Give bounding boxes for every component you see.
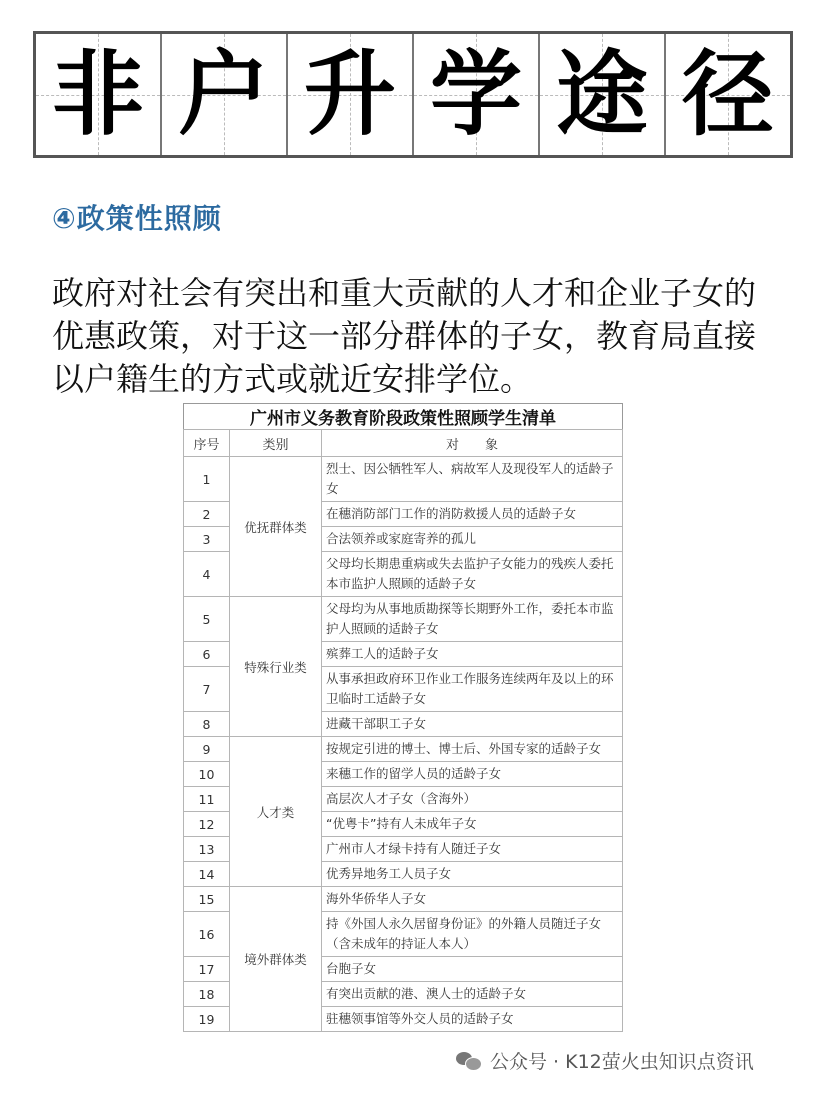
header-num: 序号 (184, 430, 230, 457)
title-cell (666, 34, 790, 155)
title-char: 户 (177, 40, 270, 148)
table-row (184, 457, 623, 502)
row-object: 在穗消防部门工作的消防救援人员的适龄子女 (322, 502, 623, 527)
wechat-icon (456, 1050, 482, 1072)
row-object: 台胞子女 (322, 957, 623, 982)
title-cell (162, 34, 288, 155)
row-object: 进藏干部职工子女 (322, 712, 623, 737)
title-char: 非 (51, 40, 144, 148)
row-number: 9 (184, 737, 230, 762)
intro-line: 优惠政策，对于这一部分群体的子女，教育局直接 (52, 317, 757, 355)
row-object: 从事承担政府环卫作业工作服务连续两年及以上的环卫临时工适龄子女 (322, 667, 623, 712)
title-char: 学 (429, 40, 522, 148)
row-number: 11 (184, 787, 230, 812)
title-char: 径 (681, 40, 774, 148)
watermark-text: 公众号 · K12萤火虫知识点资讯 (490, 1051, 754, 1073)
row-number: 3 (184, 527, 230, 552)
table-row (184, 887, 623, 912)
row-number: 15 (184, 887, 230, 912)
row-object: 来穗工作的留学人员的适龄子女 (322, 762, 623, 787)
row-object: 驻穗领事馆等外交人员的适龄子女 (322, 1007, 623, 1032)
intro-paragraph (52, 272, 792, 401)
row-object: 广州市人才绿卡持有人随迁子女 (322, 837, 623, 862)
row-object: 高层次人才子女（含海外） (322, 787, 623, 812)
row-number: 14 (184, 862, 230, 887)
row-category: 境外群体类 (230, 887, 322, 1032)
row-number: 18 (184, 982, 230, 1007)
row-object: 烈士、因公牺牲军人、病故军人及现役军人的适龄子女 (322, 457, 623, 502)
table-row (184, 737, 623, 762)
row-category: 人才类 (230, 737, 322, 887)
row-object: 按规定引进的博士、博士后、外国专家的适龄子女 (322, 737, 623, 762)
title-cell (36, 34, 162, 155)
row-object: “优粤卡”持有人未成年子女 (322, 812, 623, 837)
row-number: 1 (184, 457, 230, 502)
row-number: 8 (184, 712, 230, 737)
title-cell (540, 34, 666, 155)
intro-line: 政府对社会有突出和重大贡献的人才和企业子女的 (52, 274, 757, 312)
title-char: 途 (555, 40, 648, 148)
row-object: 父母均长期患重病或失去监护子女能力的残疾人委托本市监护人照顾的适龄子女 (322, 552, 623, 597)
row-number: 7 (184, 667, 230, 712)
row-category: 优抚群体类 (230, 457, 322, 597)
policy-table (183, 403, 623, 1032)
row-number: 17 (184, 957, 230, 982)
title-banner (33, 31, 793, 158)
row-number: 16 (184, 912, 230, 957)
row-object: 殡葬工人的适龄子女 (322, 642, 623, 667)
header-object: 对 象 (322, 430, 623, 457)
row-number: 2 (184, 502, 230, 527)
row-object: 合法领养或家庭寄养的孤儿 (322, 527, 623, 552)
section-heading: ④政策性照顾 (52, 202, 222, 235)
row-object: 有突出贡献的港、澳人士的适龄子女 (322, 982, 623, 1007)
row-number: 19 (184, 1007, 230, 1032)
header-category: 类别 (230, 430, 322, 457)
title-char: 升 (303, 40, 396, 148)
table-row (184, 597, 623, 642)
policy-list-table (183, 429, 623, 1032)
watermark (456, 1047, 754, 1074)
title-cell (414, 34, 540, 155)
row-number: 10 (184, 762, 230, 787)
row-number: 4 (184, 552, 230, 597)
row-object: 持《外国人永久居留身份证》的外籍人员随迁子女（含未成年的持证人本人） (322, 912, 623, 957)
table-header-row (184, 430, 623, 457)
row-object: 海外华侨华人子女 (322, 887, 623, 912)
row-object: 优秀异地务工人员子女 (322, 862, 623, 887)
table-title: 广州市义务教育阶段政策性照顾学生清单 (183, 403, 623, 429)
row-number: 6 (184, 642, 230, 667)
row-number: 5 (184, 597, 230, 642)
row-number: 12 (184, 812, 230, 837)
row-number: 13 (184, 837, 230, 862)
row-object: 父母均为从事地质勘探等长期野外工作，委托本市监护人照顾的适龄子女 (322, 597, 623, 642)
row-category: 特殊行业类 (230, 597, 322, 737)
intro-line: 以户籍生的方式或就近安排学位。 (52, 360, 533, 398)
title-cell (288, 34, 414, 155)
